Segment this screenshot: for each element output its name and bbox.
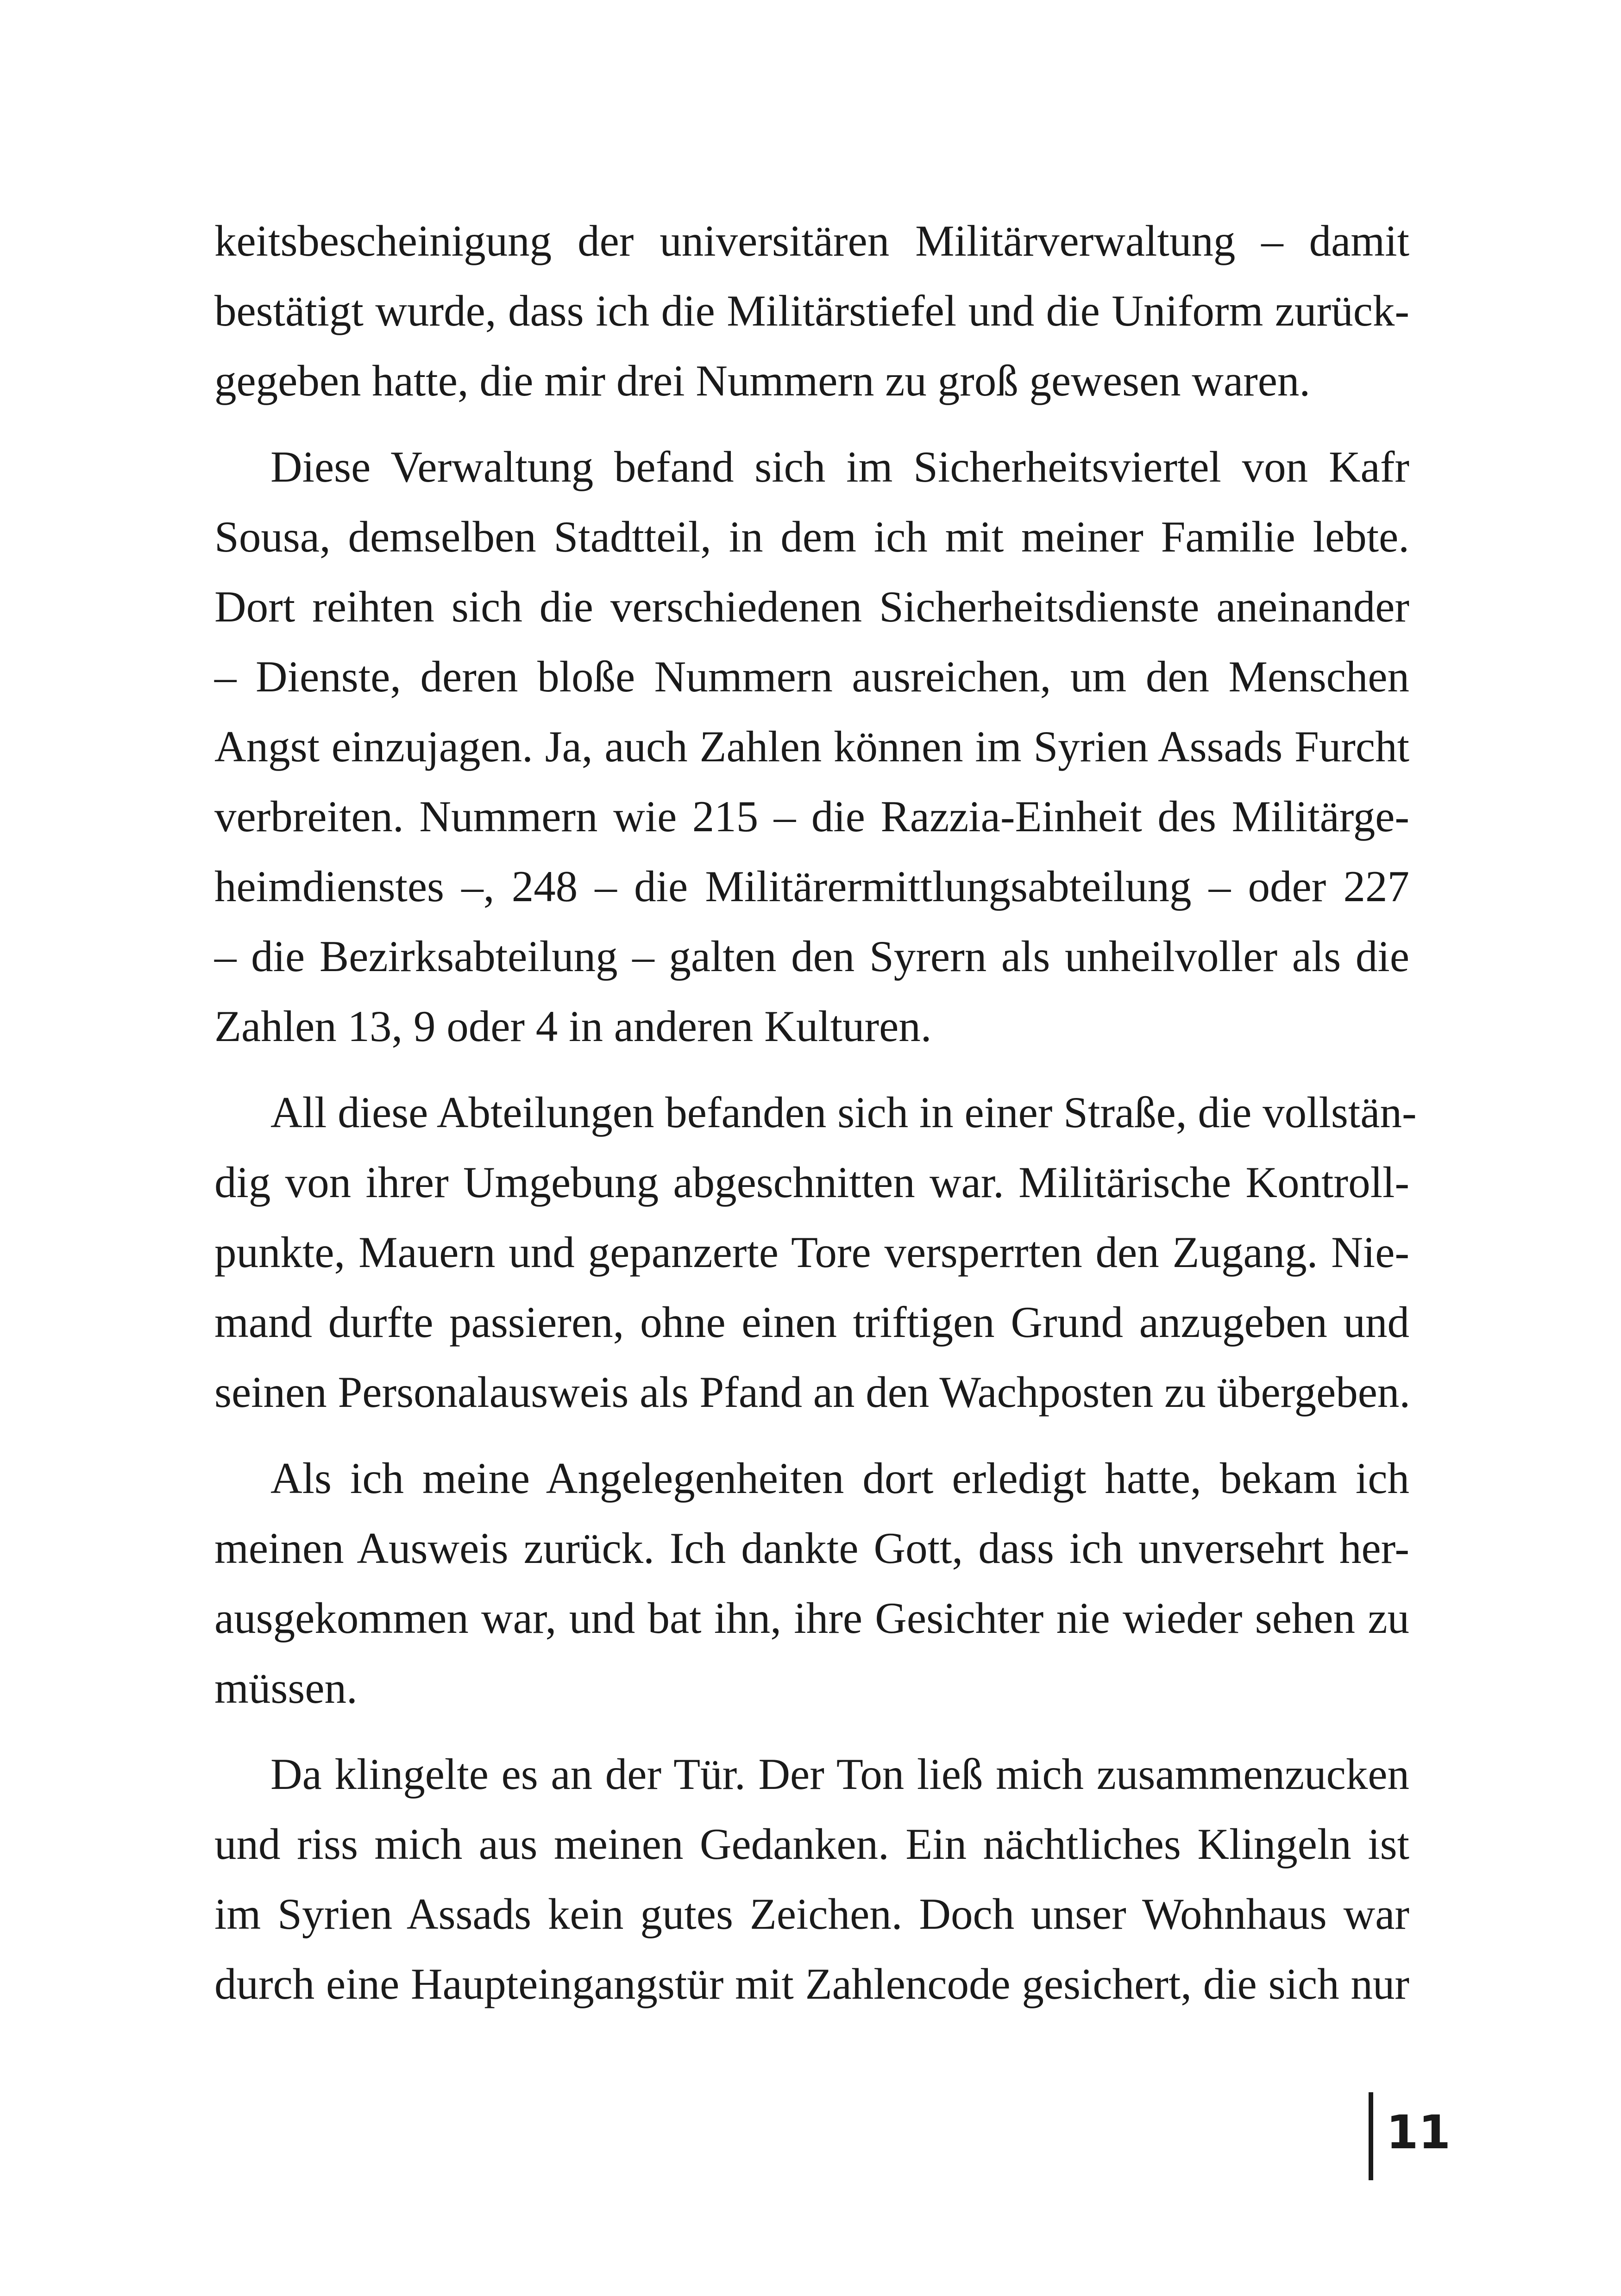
text-line: und riss mich aus meinen Gedanken. Ein nächtliches Klingeln ist xyxy=(214,1819,1409,1869)
paragraph xyxy=(214,1078,1417,1427)
text-line: – die Bezirksabteilung – galten den Syrern als unheilvoller als die xyxy=(214,932,1409,981)
text-line: Als ich meine Angelegenheiten dort erledigt hatte, bekam ich xyxy=(270,1454,1409,1503)
text-line: heimdienstes –, 248 – die Militärermittlungsabteilung – oder 227 xyxy=(214,862,1409,911)
text-line: durch eine Haupteingangstür mit Zahlencode gesichert, die sich nur xyxy=(214,1959,1409,2008)
text-line: – Dienste, deren bloße Nummern ausreichen, um den Menschen xyxy=(214,652,1409,701)
text-line: All diese Abteilungen befanden sich in einer Straße, die vollstän- xyxy=(270,1088,1417,1137)
text-line: gegeben hatte, die mir drei Nummern zu groß gewesen waren. xyxy=(214,356,1311,405)
text-line: mand durfte passieren, ohne einen triftigen Grund anzugeben und xyxy=(214,1298,1409,1347)
paragraph xyxy=(214,206,1409,416)
text-line: Da klingelte es an der Tür. Der Ton ließ mich zusammenzucken xyxy=(270,1750,1409,1799)
page-body xyxy=(214,206,1417,2019)
text-line: meinen Ausweis zurück. Ich dankte Gott, dass ich unversehrt her- xyxy=(214,1524,1409,1573)
text-line: Zahlen 13, 9 oder 4 in anderen Kulturen. xyxy=(214,1002,932,1051)
text-line: im Syrien Assads kein gutes Zeichen. Doch unser Wohnhaus war xyxy=(214,1889,1409,1938)
page-number: 11 xyxy=(1386,2105,1451,2159)
text-line: verbreiten. Nummern wie 215 – die Razzia-Einheit des Militärge- xyxy=(214,792,1409,841)
text-line: Dort reihten sich die verschiedenen Sicherheitsdienste aneinander xyxy=(214,582,1409,631)
text-line: seinen Personalausweis als Pfand an den Wachposten zu übergeben. xyxy=(214,1368,1411,1417)
text-line: Sousa, demselben Stadtteil, in dem ich mit meiner Familie lebte. xyxy=(214,512,1409,561)
text-line: Angst einzujagen. Ja, auch Zahlen können im Syrien Assads Furcht xyxy=(214,722,1409,771)
paragraph xyxy=(214,1739,1409,2019)
paragraph xyxy=(214,432,1409,1061)
page-number-rule xyxy=(1369,2092,1373,2180)
text-line: keitsbescheinigung der universitären Militärverwaltung – damit xyxy=(214,216,1409,265)
text-line: müssen. xyxy=(214,1663,358,1713)
text-line: Diese Verwaltung befand sich im Sicherheitsviertel von Kafr xyxy=(270,442,1409,491)
text-line: dig von ihrer Umgebung abgeschnitten war. Militärische Kontroll- xyxy=(214,1158,1409,1207)
text-line: punkte, Mauern und gepanzerte Tore versperrten den Zugang. Nie- xyxy=(214,1228,1409,1277)
text-line: ausgekommen war, und bat ihn, ihre Gesichter nie wieder sehen zu xyxy=(214,1593,1409,1643)
text-line: bestätigt wurde, dass ich die Militärstiefel und die Uniform zurück- xyxy=(214,286,1409,335)
paragraph xyxy=(214,1443,1409,1723)
